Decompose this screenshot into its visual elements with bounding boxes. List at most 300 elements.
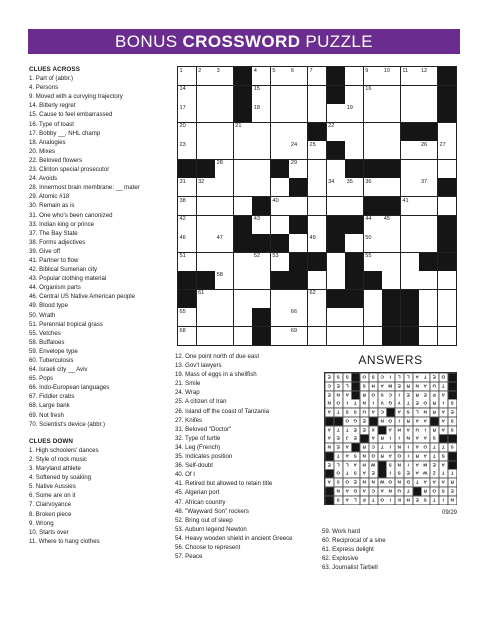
grid-cell[interactable] xyxy=(419,327,437,345)
grid-cell[interactable] xyxy=(215,253,233,271)
grid-cell[interactable] xyxy=(215,67,233,85)
answer-letter: T xyxy=(430,452,438,460)
grid-cell[interactable] xyxy=(215,327,233,345)
grid-cell[interactable] xyxy=(419,67,437,85)
answer-letter: A xyxy=(421,452,429,460)
answer-letter: X xyxy=(369,426,377,434)
cell-number: 21 xyxy=(235,123,242,130)
black-square xyxy=(271,271,289,289)
grid-cell[interactable] xyxy=(178,67,196,85)
grid-cell[interactable] xyxy=(252,271,270,289)
grid-cell[interactable] xyxy=(308,327,326,345)
grid-cell[interactable] xyxy=(215,216,233,234)
answer-letter: N xyxy=(360,399,368,407)
grid-cell[interactable] xyxy=(178,253,196,271)
across-clue: 4. Persons xyxy=(29,84,59,92)
answer-letter: E xyxy=(325,461,333,469)
answer-letter: T xyxy=(439,382,447,390)
cell-number: 10 xyxy=(383,67,391,74)
grid-cell[interactable] xyxy=(271,253,289,271)
answer-letter: T xyxy=(439,443,447,451)
cell-number: 38 xyxy=(179,197,186,204)
answer-letter: R xyxy=(430,408,438,416)
grid-cell[interactable] xyxy=(289,308,307,326)
answer-letter: J xyxy=(343,434,351,442)
grid-cell[interactable] xyxy=(234,327,252,345)
answer-letter: L xyxy=(351,496,359,504)
grid-cell[interactable] xyxy=(289,197,307,215)
answer-letter: A xyxy=(369,408,377,416)
answer-letter: I xyxy=(369,399,377,407)
answer-letter: A xyxy=(421,417,429,425)
grid-cell[interactable] xyxy=(234,253,252,271)
across-clue: 66. Indo-European languages xyxy=(29,384,110,392)
grid-cell[interactable] xyxy=(308,141,326,159)
answer-letter: O xyxy=(378,496,386,504)
down-clue: 26. Island off the coast of Tanzania xyxy=(175,407,269,415)
grid-cell[interactable] xyxy=(178,327,196,345)
grid-cell[interactable] xyxy=(382,141,400,159)
black-square xyxy=(345,253,363,271)
grid-cell[interactable] xyxy=(197,123,215,141)
grid-cell[interactable] xyxy=(382,123,400,141)
answer-letter: N xyxy=(369,478,377,486)
grid-cell[interactable] xyxy=(382,178,400,196)
grid-cell[interactable] xyxy=(308,197,326,215)
black-square xyxy=(438,234,456,252)
answer-letter: T xyxy=(448,469,456,477)
black-square xyxy=(327,141,345,159)
grid-cell[interactable] xyxy=(364,178,382,196)
grid-cell[interactable] xyxy=(215,160,233,178)
cell-number: 26 xyxy=(420,141,428,148)
grid-cell[interactable] xyxy=(382,271,400,289)
grid-cell[interactable] xyxy=(271,290,289,308)
answer-black-square xyxy=(351,391,359,399)
down-clue: 36. Self-doubt xyxy=(175,462,213,470)
clues-column-1 xyxy=(29,65,173,546)
grid-cell[interactable] xyxy=(308,160,326,178)
grid-cell[interactable] xyxy=(345,178,363,196)
grid-cell[interactable] xyxy=(234,178,252,196)
grid-cell[interactable] xyxy=(364,234,382,252)
grid-cell[interactable] xyxy=(197,67,215,85)
grid-cell[interactable] xyxy=(289,67,307,85)
grid-cell[interactable] xyxy=(271,216,289,234)
answer-letter: C xyxy=(378,408,386,416)
grid-cell[interactable] xyxy=(308,67,326,85)
answer-letter: S xyxy=(430,434,438,442)
grid-cell[interactable] xyxy=(289,123,307,141)
grid-cell[interactable] xyxy=(252,67,270,85)
grid-cell[interactable] xyxy=(327,197,345,215)
grid-cell[interactable] xyxy=(271,123,289,141)
answer-letter: O xyxy=(369,452,377,460)
answer-letter: O xyxy=(430,487,438,495)
grid-cell[interactable] xyxy=(345,67,363,85)
grid-cell[interactable] xyxy=(401,67,419,85)
grid-cell[interactable] xyxy=(178,178,196,196)
across-clue: 16. Type of toast xyxy=(29,120,74,128)
grid-cell[interactable] xyxy=(327,271,345,289)
answer-letter: L xyxy=(395,373,403,381)
grid-cell[interactable] xyxy=(234,197,252,215)
grid-cell[interactable] xyxy=(215,86,233,104)
cell-number: 7 xyxy=(309,67,313,74)
clues-across-heading: CLUES ACROSS xyxy=(29,66,80,73)
grid-cell[interactable] xyxy=(419,234,437,252)
answer-black-square xyxy=(325,417,333,425)
grid-cell[interactable] xyxy=(401,234,419,252)
grid-cell[interactable] xyxy=(382,67,400,85)
grid-cell[interactable] xyxy=(252,178,270,196)
grid-cell[interactable] xyxy=(382,104,400,122)
grid-cell[interactable] xyxy=(327,253,345,271)
grid-cell[interactable] xyxy=(419,308,437,326)
grid-cell[interactable] xyxy=(197,141,215,159)
grid-cell[interactable] xyxy=(345,86,363,104)
grid-cell[interactable] xyxy=(215,104,233,122)
grid-cell[interactable] xyxy=(364,104,382,122)
across-clue: 18. Analogies xyxy=(29,138,66,146)
answer-letter: N xyxy=(404,434,412,442)
answer-black-square xyxy=(360,434,368,442)
grid-cell[interactable] xyxy=(308,308,326,326)
black-square xyxy=(271,234,289,252)
grid-cell[interactable] xyxy=(308,104,326,122)
grid-cell[interactable] xyxy=(178,234,196,252)
black-square xyxy=(345,290,363,308)
black-square xyxy=(308,123,326,141)
grid-cell[interactable] xyxy=(419,216,437,234)
grid-cell[interactable] xyxy=(197,327,215,345)
grid-cell[interactable] xyxy=(289,104,307,122)
grid-cell[interactable] xyxy=(308,234,326,252)
grid-cell[interactable] xyxy=(234,271,252,289)
grid-cell[interactable] xyxy=(289,327,307,345)
down-clue: 19. Mass of eggs in a shellfish xyxy=(175,371,257,379)
answer-letter: M xyxy=(421,461,429,469)
grid-cell[interactable] xyxy=(178,141,196,159)
grid-cell[interactable] xyxy=(364,123,382,141)
grid-cell[interactable] xyxy=(345,308,363,326)
cell-number: 4 xyxy=(253,67,257,74)
answer-letter: R xyxy=(421,487,429,495)
grid-cell[interactable] xyxy=(419,104,437,122)
down-clue: 63. Journalist Tarbell xyxy=(322,564,378,572)
answer-letter: E xyxy=(430,373,438,381)
answer-letter: I xyxy=(386,496,394,504)
grid-cell[interactable] xyxy=(271,178,289,196)
grid-cell[interactable] xyxy=(252,123,270,141)
answer-letter: Z xyxy=(430,469,438,477)
grid-cell[interactable] xyxy=(327,178,345,196)
grid-cell[interactable] xyxy=(419,290,437,308)
grid-cell[interactable] xyxy=(289,86,307,104)
across-clue: 17. Bobby __, NHL champ xyxy=(29,129,101,137)
grid-cell[interactable] xyxy=(438,290,456,308)
black-square xyxy=(401,308,419,326)
grid-cell[interactable] xyxy=(215,197,233,215)
grid-cell[interactable] xyxy=(178,197,196,215)
grid-cell[interactable] xyxy=(345,104,363,122)
grid-cell[interactable] xyxy=(289,160,307,178)
answer-letter: S xyxy=(334,496,342,504)
grid-cell[interactable] xyxy=(234,308,252,326)
grid-cell[interactable] xyxy=(327,160,345,178)
grid-cell[interactable] xyxy=(215,290,233,308)
grid-cell[interactable] xyxy=(197,253,215,271)
answer-letter: I xyxy=(343,399,351,407)
grid-cell[interactable] xyxy=(234,160,252,178)
grid-cell[interactable] xyxy=(364,67,382,85)
answer-black-square xyxy=(448,382,456,390)
answer-letter: A xyxy=(439,408,447,416)
grid-cell[interactable] xyxy=(215,178,233,196)
grid-cell[interactable] xyxy=(364,327,382,345)
cell-number: 40 xyxy=(272,197,279,204)
answer-letter: T xyxy=(351,399,359,407)
grid-cell[interactable] xyxy=(401,271,419,289)
answer-letter: T xyxy=(439,469,447,477)
title-banner xyxy=(28,29,460,54)
grid-cell[interactable] xyxy=(401,178,419,196)
grid-cell[interactable] xyxy=(438,123,456,141)
down-clue: 48. "Wayward Son" rockers xyxy=(175,507,249,515)
grid-cell[interactable] xyxy=(252,104,270,122)
cell-number: 12 xyxy=(420,67,428,74)
answer-letter: H xyxy=(369,382,377,390)
grid-cell[interactable] xyxy=(382,216,400,234)
grid-cell[interactable] xyxy=(382,253,400,271)
answer-letter: A xyxy=(439,426,447,434)
across-clue: 28. Innermost brain membrane: __ mater xyxy=(29,184,140,192)
across-clue: 23. Clinton special prosecutor xyxy=(29,166,110,174)
grid-cell[interactable] xyxy=(178,104,196,122)
across-clue: 65. Pops xyxy=(29,375,54,383)
grid-cell[interactable] xyxy=(252,160,270,178)
grid-cell[interactable] xyxy=(308,271,326,289)
cell-number: 68 xyxy=(179,327,186,334)
grid-cell[interactable] xyxy=(345,141,363,159)
grid-cell[interactable] xyxy=(289,234,307,252)
grid-cell[interactable] xyxy=(215,234,233,252)
answer-letter: L xyxy=(404,373,412,381)
grid-cell[interactable] xyxy=(419,197,437,215)
grid-cell[interactable] xyxy=(215,123,233,141)
answer-black-square xyxy=(351,382,359,390)
grid-cell[interactable] xyxy=(178,216,196,234)
grid-cell[interactable] xyxy=(401,141,419,159)
black-square xyxy=(178,290,196,308)
grid-cell[interactable] xyxy=(178,308,196,326)
grid-cell[interactable] xyxy=(438,160,456,178)
grid-cell[interactable] xyxy=(308,216,326,234)
grid-cell[interactable] xyxy=(197,216,215,234)
grid-cell[interactable] xyxy=(271,327,289,345)
grid-cell[interactable] xyxy=(289,141,307,159)
grid-cell[interactable] xyxy=(197,290,215,308)
black-square xyxy=(401,123,419,141)
answer-letter: N xyxy=(395,478,403,486)
grid-cell[interactable] xyxy=(364,141,382,159)
cell-number: 3 xyxy=(216,67,220,74)
cell-number: 52 xyxy=(253,253,261,260)
grid-cell[interactable] xyxy=(438,327,456,345)
across-clue: 41. Partner to flow xyxy=(29,256,79,264)
answer-letter: I xyxy=(439,496,447,504)
answer-letter: A xyxy=(430,478,438,486)
answer-letter: O xyxy=(369,391,377,399)
crossword-grid[interactable] xyxy=(177,66,457,346)
across-clue: 70. Scientist's device (abbr.) xyxy=(29,420,106,428)
down-clue: 62. Explosive xyxy=(322,555,359,563)
across-clue: 69. Not fresh xyxy=(29,411,64,419)
grid-cell[interactable] xyxy=(364,253,382,271)
black-square xyxy=(401,327,419,345)
grid-cell[interactable] xyxy=(308,290,326,308)
answer-letter: S xyxy=(448,399,456,407)
down-clue: 4. Softened by soaking xyxy=(29,474,91,482)
across-clue: 60. Tuberculosis xyxy=(29,357,74,364)
grid-cell[interactable] xyxy=(364,308,382,326)
down-clue: 5. Native Aussies xyxy=(29,483,76,491)
grid-cell[interactable] xyxy=(345,327,363,345)
grid-cell[interactable] xyxy=(382,86,400,104)
answer-letter: I xyxy=(386,469,394,477)
grid-cell[interactable] xyxy=(197,197,215,215)
grid-cell[interactable] xyxy=(271,104,289,122)
grid-cell[interactable] xyxy=(252,86,270,104)
answer-letter: A xyxy=(343,391,351,399)
answer-letter: E xyxy=(351,478,359,486)
answer-letter: R xyxy=(404,417,412,425)
answer-letter: A xyxy=(421,478,429,486)
grid-cell[interactable] xyxy=(364,290,382,308)
grid-cell[interactable] xyxy=(215,271,233,289)
grid-cell[interactable] xyxy=(438,271,456,289)
grid-cell[interactable] xyxy=(345,197,363,215)
answer-letter: E xyxy=(413,399,421,407)
cell-number: 11 xyxy=(402,67,409,74)
grid-cell[interactable] xyxy=(178,123,196,141)
grid-cell[interactable] xyxy=(252,141,270,159)
grid-cell[interactable] xyxy=(197,234,215,252)
across-clue: 38. Forms adjectives xyxy=(29,238,86,246)
grid-cell[interactable] xyxy=(234,290,252,308)
cell-number: 65 xyxy=(179,308,186,315)
cell-number: 53 xyxy=(272,253,279,260)
grid-cell[interactable] xyxy=(327,308,345,326)
down-clue: 13. Gov't lawyers xyxy=(175,362,222,370)
answer-letter: O xyxy=(334,469,342,477)
cell-number: 32 xyxy=(198,178,205,185)
grid-cell[interactable] xyxy=(215,141,233,159)
across-clue: 24. Avoids xyxy=(29,175,58,183)
grid-cell[interactable] xyxy=(197,178,215,196)
answer-letter: V xyxy=(378,399,386,407)
cell-number: 46 xyxy=(179,234,186,241)
across-clue: 46. Central US Native American people xyxy=(29,293,136,301)
grid-cell[interactable] xyxy=(252,290,270,308)
grid-cell[interactable] xyxy=(438,141,456,159)
grid-cell[interactable] xyxy=(401,104,419,122)
grid-cell[interactable] xyxy=(382,234,400,252)
down-clue: 54. Heavy wooden shield in ancient Greece xyxy=(175,534,293,542)
answer-black-square xyxy=(448,461,456,469)
grid-cell[interactable] xyxy=(308,86,326,104)
grid-cell[interactable] xyxy=(178,86,196,104)
title-part-3: PUZZLE xyxy=(305,31,373,51)
answer-letter: N xyxy=(413,382,421,390)
grid-cell[interactable] xyxy=(419,141,437,159)
answer-letter: S xyxy=(439,487,447,495)
grid-cell[interactable] xyxy=(234,123,252,141)
black-square xyxy=(289,178,307,196)
grid-cell[interactable] xyxy=(197,308,215,326)
grid-cell[interactable] xyxy=(345,234,363,252)
grid-cell[interactable] xyxy=(271,308,289,326)
grid-cell[interactable] xyxy=(419,160,437,178)
grid-cell[interactable] xyxy=(327,123,345,141)
grid-cell[interactable] xyxy=(197,86,215,104)
grid-cell[interactable] xyxy=(271,197,289,215)
grid-cell[interactable] xyxy=(401,160,419,178)
answer-letter: D xyxy=(404,478,412,486)
grid-cell[interactable] xyxy=(234,141,252,159)
grid-cell[interactable] xyxy=(271,67,289,85)
grid-cell[interactable] xyxy=(438,308,456,326)
grid-cell[interactable] xyxy=(308,178,326,196)
down-clue: 40. Of I xyxy=(175,471,195,479)
grid-cell[interactable] xyxy=(327,327,345,345)
answer-letter: T xyxy=(404,487,412,495)
grid-cell[interactable] xyxy=(271,86,289,104)
answer-letter: C xyxy=(369,487,377,495)
grid-cell[interactable] xyxy=(419,271,437,289)
grid-cell[interactable] xyxy=(401,216,419,234)
grid-cell[interactable] xyxy=(364,86,382,104)
grid-cell[interactable] xyxy=(364,216,382,234)
grid-cell[interactable] xyxy=(401,86,419,104)
answer-letter: N xyxy=(378,417,386,425)
grid-cell[interactable] xyxy=(252,253,270,271)
answer-letter: N xyxy=(360,452,368,460)
answer-letter: E xyxy=(351,434,359,442)
grid-cell[interactable] xyxy=(252,216,270,234)
answer-letter: O xyxy=(360,373,368,381)
grid-cell[interactable] xyxy=(215,308,233,326)
grid-cell[interactable] xyxy=(438,197,456,215)
grid-cell[interactable] xyxy=(419,86,437,104)
grid-cell[interactable] xyxy=(401,253,419,271)
clues-down-heading: CLUES DOWN xyxy=(29,437,74,445)
grid-cell[interactable] xyxy=(197,104,215,122)
answer-letter: T xyxy=(430,496,438,504)
grid-cell[interactable] xyxy=(401,197,419,215)
answer-letter: A xyxy=(439,461,447,469)
grid-cell[interactable] xyxy=(345,123,363,141)
answer-black-square xyxy=(448,434,456,442)
grid-cell[interactable] xyxy=(271,141,289,159)
answer-black-square xyxy=(351,443,359,451)
down-clue: 45. Algerian port xyxy=(175,489,220,497)
grid-cell[interactable] xyxy=(289,290,307,308)
grid-cell[interactable] xyxy=(419,178,437,196)
answer-letter: T xyxy=(413,478,421,486)
grid-cell[interactable] xyxy=(327,104,345,122)
across-clue: 37. The Bay State xyxy=(29,229,78,237)
